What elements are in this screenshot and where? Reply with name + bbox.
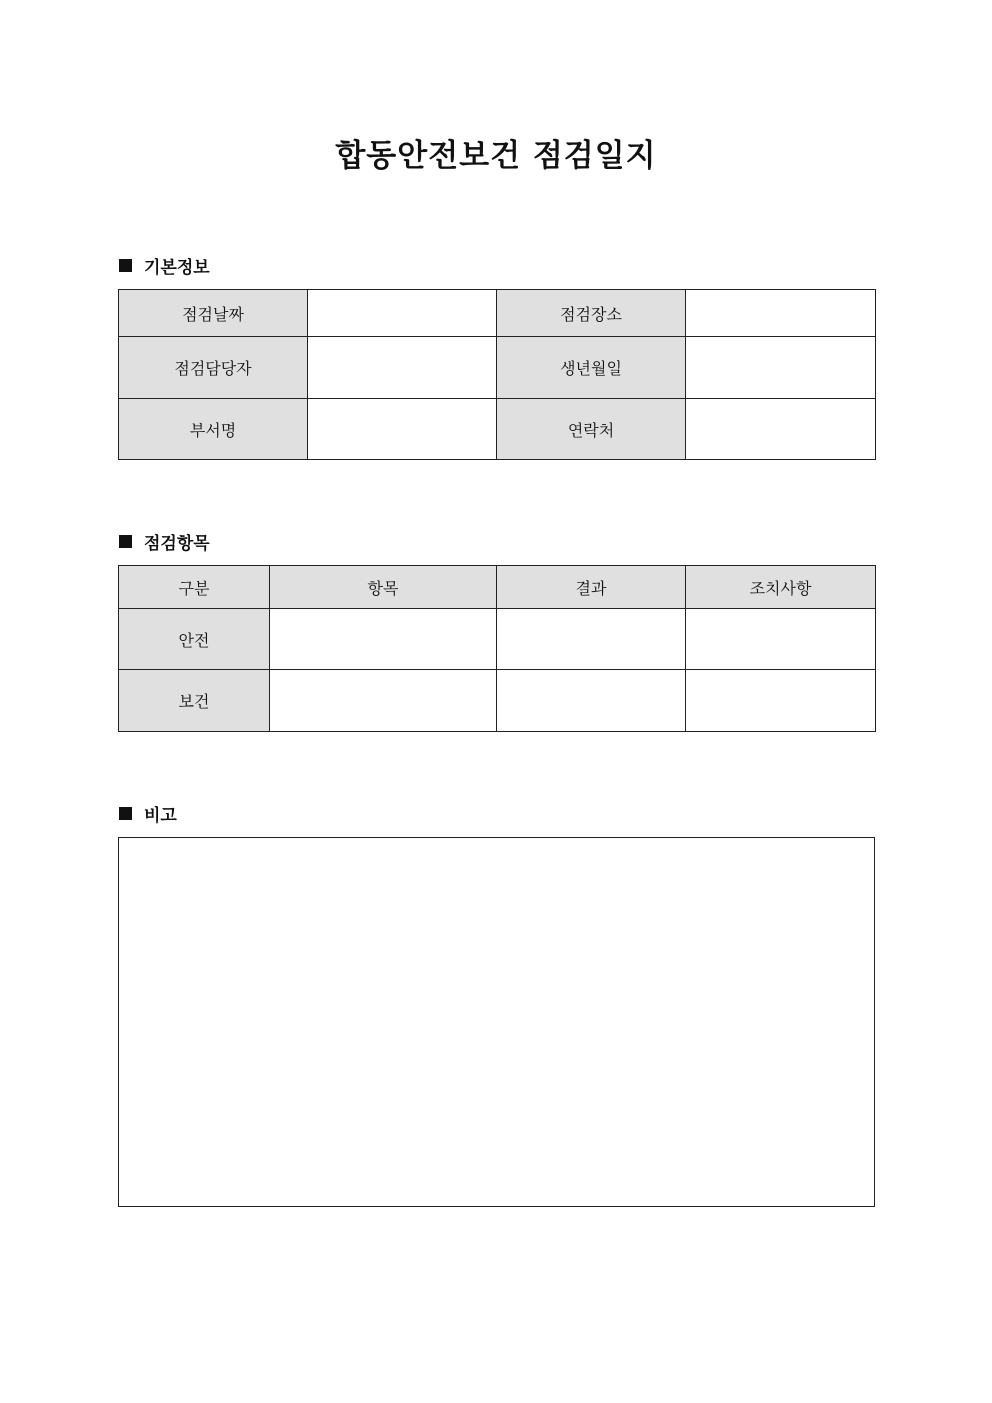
remarks-field[interactable] (118, 837, 875, 1207)
inspection-location-field[interactable] (686, 290, 876, 337)
basic-info-heading (119, 253, 210, 277)
basic-info-row (119, 337, 876, 399)
safety-item-field[interactable] (270, 609, 497, 670)
basic-info-row (119, 399, 876, 460)
category-safety: 안전 (119, 609, 270, 670)
inspector-label: 점검담당자 (119, 337, 308, 399)
contact-label: 연락처 (497, 399, 686, 460)
column-header-item: 항목 (270, 566, 497, 609)
inspection-location-label: 점검장소 (497, 290, 686, 337)
inspection-items-heading-text: 점검항목 (144, 533, 210, 554)
safety-action-field[interactable] (686, 609, 876, 670)
inspector-field[interactable] (308, 337, 497, 399)
health-item-field[interactable] (270, 670, 497, 732)
column-header-category: 구분 (119, 566, 270, 609)
square-bullet-icon (119, 807, 132, 820)
column-header-action: 조치사항 (686, 566, 876, 609)
birth-date-label: 생년월일 (497, 337, 686, 399)
inspection-date-label: 점검날짜 (119, 290, 308, 337)
table-row (119, 609, 876, 670)
inspection-items-table (118, 565, 876, 732)
department-label: 부서명 (119, 399, 308, 460)
category-health: 보건 (119, 670, 270, 732)
square-bullet-icon (119, 535, 132, 548)
basic-info-table (118, 289, 876, 460)
table-row (119, 670, 876, 732)
inspection-items-heading (119, 529, 210, 553)
basic-info-heading-text: 기본정보 (144, 257, 210, 278)
health-action-field[interactable] (686, 670, 876, 732)
remarks-heading-text: 비고 (144, 805, 177, 826)
contact-field[interactable] (686, 399, 876, 460)
health-result-field[interactable] (497, 670, 686, 732)
document-title: 합동안전보건 점검일지 (335, 138, 657, 174)
column-header-result: 결과 (497, 566, 686, 609)
inspection-date-field[interactable] (308, 290, 497, 337)
square-bullet-icon (119, 259, 132, 272)
remarks-heading (119, 801, 177, 825)
department-field[interactable] (308, 399, 497, 460)
table-header-row (119, 566, 876, 609)
birth-date-field[interactable] (686, 337, 876, 399)
safety-result-field[interactable] (497, 609, 686, 670)
basic-info-row (119, 290, 876, 337)
